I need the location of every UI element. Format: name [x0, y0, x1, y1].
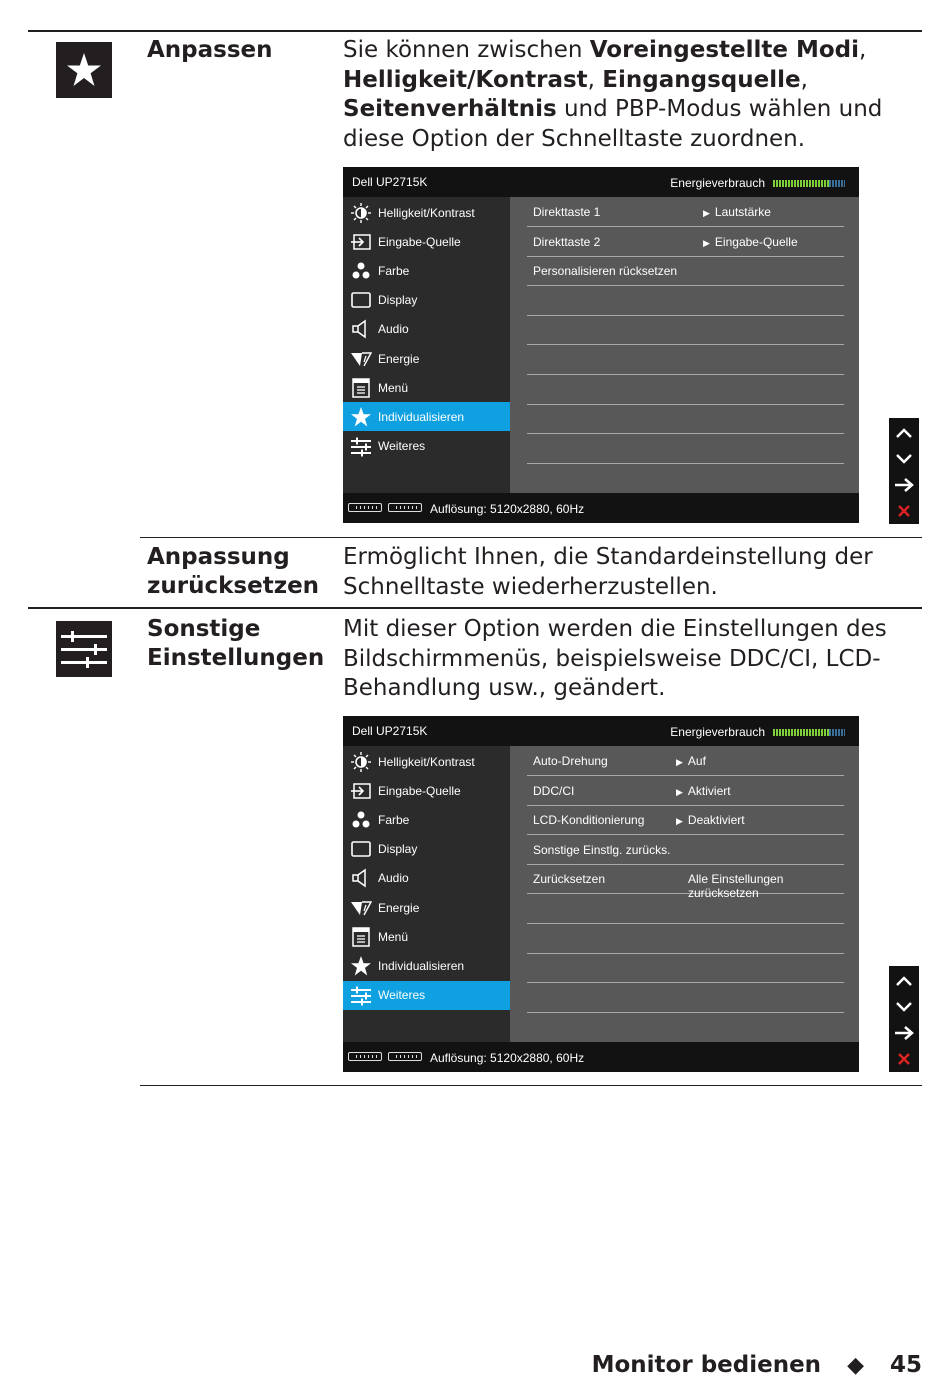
up-arrow-icon[interactable] [889, 968, 919, 994]
option-label: Auto-Drehung [533, 754, 608, 768]
option-row [527, 894, 844, 924]
close-icon[interactable] [889, 1046, 919, 1072]
enter-arrow-icon[interactable] [889, 1020, 919, 1046]
osd-sidebar [343, 197, 510, 493]
color-icon [350, 260, 372, 282]
energy-icon [350, 348, 372, 370]
desc-fragment: und PBP-Modus wählen und diese Option der Schnelltaste zuordnen. [343, 96, 883, 152]
option-row [527, 345, 844, 375]
osd-model-name: Dell UP2715K [352, 175, 428, 189]
sidebar-item-label: Audio [378, 871, 409, 886]
option-row[interactable] [527, 746, 844, 776]
option-row [527, 953, 844, 983]
option-row [527, 434, 844, 464]
sidebar-item[interactable] [343, 951, 510, 980]
option-label: LCD-Konditionierung [533, 813, 645, 828]
sidebar-item-label: Audio [378, 322, 409, 337]
sidebar-item[interactable] [343, 776, 510, 805]
sidebar-item-label: Eingabe-Quelle [378, 234, 461, 249]
sidebar-item[interactable] [343, 256, 510, 285]
audio-icon [350, 867, 372, 889]
energy-level-tail [829, 729, 845, 736]
sidebar-item-label: Menü [378, 929, 409, 944]
osd-sidebar [343, 746, 510, 1042]
displayport-icon [388, 1052, 422, 1061]
down-arrow-icon[interactable] [889, 446, 919, 472]
energy-label: Energieverbrauch [670, 725, 765, 739]
desc-fragment: Voreingestellte Modi [589, 37, 860, 63]
energy-meter [670, 176, 845, 190]
energy-level-bar [773, 180, 845, 187]
option-label: Direkttaste 1 [533, 205, 601, 219]
close-icon[interactable] [889, 498, 919, 524]
energy-label: Energieverbrauch [670, 176, 765, 190]
customize-star-icon [56, 42, 112, 98]
desc-fragment: Seitenverhältnis [343, 96, 557, 122]
sidebar-item[interactable] [343, 402, 510, 431]
term-anpassung-zuruecksetzen: Anpassung zurücksetzen [147, 544, 320, 599]
sidebar-item[interactable] [343, 227, 510, 256]
option-row [527, 983, 844, 1013]
option-row[interactable] [527, 256, 844, 286]
option-row[interactable] [527, 805, 844, 835]
sidebar-item[interactable] [343, 864, 510, 893]
displayport-icon [388, 503, 422, 512]
resolution-text: Auflösung: 5120x2880, 60Hz [430, 1051, 585, 1065]
desc-fragment: Helligkeit/Kontrast [343, 66, 588, 93]
osd-status-bar [343, 493, 859, 523]
sidebar-item-label: Menü [378, 380, 409, 395]
option-label: Personalisieren rücksetzen [533, 264, 678, 279]
option-label: Direkttaste 2 [533, 234, 601, 249]
audio-icon [350, 318, 372, 340]
sidebar-item-label: Farbe [378, 263, 410, 278]
option-row[interactable] [527, 227, 844, 257]
option-row [527, 286, 844, 316]
sidebar-item-label: Helligkeit/Kontrast [378, 754, 475, 769]
displayport-icon [348, 1052, 382, 1061]
desc-anpassen [343, 36, 903, 154]
energy-level-tail [829, 180, 845, 187]
menu-icon [350, 377, 372, 399]
option-row[interactable] [527, 864, 844, 901]
option-value[interactable]: ▶ Eingabe-Quelle [703, 235, 798, 249]
display-icon [350, 289, 372, 311]
page-footer [592, 1352, 922, 1378]
sidebar-item[interactable] [343, 373, 510, 402]
menu-icon [350, 926, 372, 948]
display-icon [350, 838, 372, 860]
option-value[interactable]: ▶ Lautstärke [703, 205, 771, 219]
diamond-icon: ◆ [847, 1352, 864, 1378]
option-label: Sonstige Einstlg. zurücks. [533, 842, 671, 857]
osd-title-bar [343, 716, 859, 746]
sidebar-item-label: Individualisieren [378, 409, 465, 424]
input-source-icon [350, 780, 372, 802]
option-row [527, 404, 844, 434]
sliders-icon [350, 435, 372, 457]
desc-sonstige-einstellungen: Mit dieser Option werden die Einstellungen des Bildschirmmenüs, beispielsweise DDC/CI, LCD-Behandlung usw., geändert. [343, 616, 887, 701]
sidebar-item[interactable] [343, 344, 510, 373]
option-row [527, 924, 844, 954]
osd-status-bar [343, 1042, 859, 1072]
sidebar-item[interactable] [343, 835, 510, 864]
option-row[interactable] [527, 835, 844, 865]
osd-individualisieren [343, 167, 859, 523]
sidebar-item-label: Individualisieren [378, 958, 465, 973]
sidebar-item[interactable] [343, 198, 510, 227]
page-number: 45 [889, 1352, 922, 1378]
sidebar-item[interactable] [343, 981, 510, 1010]
term-sonstige-einstellungen: Sonstige Einstellungen [147, 616, 325, 671]
option-value[interactable]: ▶ Auf [676, 754, 706, 768]
option-value[interactable]: Alle Einstellungen zurücksetzen [688, 872, 784, 901]
energy-meter [670, 725, 845, 739]
rule-sonstige [28, 607, 922, 609]
color-icon [350, 809, 372, 831]
nav-keys-2 [889, 966, 919, 1072]
sidebar-item[interactable] [343, 893, 510, 922]
sidebar-item[interactable] [343, 805, 510, 834]
enter-arrow-icon[interactable] [889, 472, 919, 498]
resolution-text: Auflösung: 5120x2880, 60Hz [430, 502, 585, 516]
sidebar-item-label: Eingabe-Quelle [378, 783, 461, 798]
sidebar-item-label: Display [378, 293, 418, 308]
sidebar-item[interactable] [343, 747, 510, 776]
brightness-icon [350, 751, 372, 773]
option-label: Zurücksetzen [533, 872, 606, 887]
sliders-icon [350, 984, 372, 1006]
sidebar-item-label: Energie [378, 351, 420, 366]
option-value[interactable]: ▶ Deaktiviert [676, 813, 745, 827]
star-icon [350, 955, 372, 977]
nav-keys-1 [889, 418, 919, 524]
sidebar-item-label: Energie [378, 900, 420, 915]
energy-icon [350, 897, 372, 919]
displayport-icon [348, 503, 382, 512]
desc-anpassung-zuruecksetzen: Ermöglicht Ihnen, die Standardeinstellung der Schnelltaste wiederherzustellen. [343, 544, 873, 600]
bottom-rule [140, 1085, 922, 1086]
desc-fragment: , [859, 37, 867, 63]
option-row[interactable] [527, 197, 844, 227]
up-arrow-icon[interactable] [889, 420, 919, 446]
desc-fragment: , [800, 66, 808, 93]
sidebar-item-label: Weiteres [378, 439, 426, 454]
sidebar-item-label: Display [378, 842, 418, 857]
sliders-icon [56, 621, 112, 677]
desc-fragment: , [587, 66, 603, 93]
option-value[interactable]: ▶ Aktiviert [676, 784, 731, 798]
sidebar-item[interactable] [343, 286, 510, 315]
top-rule [28, 30, 922, 32]
rule-anpassung [140, 537, 922, 538]
down-arrow-icon[interactable] [889, 994, 919, 1020]
term-anpassen: Anpassen [147, 37, 273, 63]
energy-level-bar [773, 729, 845, 736]
sidebar-item[interactable] [343, 432, 510, 461]
sidebar-item-label: Farbe [378, 812, 410, 827]
sidebar-item[interactable] [343, 315, 510, 344]
option-row [527, 315, 844, 345]
sidebar-item[interactable] [343, 922, 510, 951]
desc-fragment: Sie können zwischen [343, 37, 590, 63]
footer-section-title: Monitor bedienen [591, 1352, 822, 1378]
brightness-icon [350, 202, 372, 224]
desc-fragment: Eingangsquelle [602, 66, 801, 93]
sidebar-item-label: Helligkeit/Kontrast [378, 205, 475, 220]
input-source-icon [350, 231, 372, 253]
option-row[interactable] [527, 776, 844, 806]
star-icon [350, 406, 372, 428]
option-row [527, 375, 844, 405]
option-label: DDC/CI [533, 783, 575, 798]
osd-title-bar [343, 167, 859, 197]
sidebar-item-label: Weiteres [378, 988, 426, 1003]
osd-model-name: Dell UP2715K [352, 724, 428, 738]
osd-weiteres [343, 716, 859, 1072]
